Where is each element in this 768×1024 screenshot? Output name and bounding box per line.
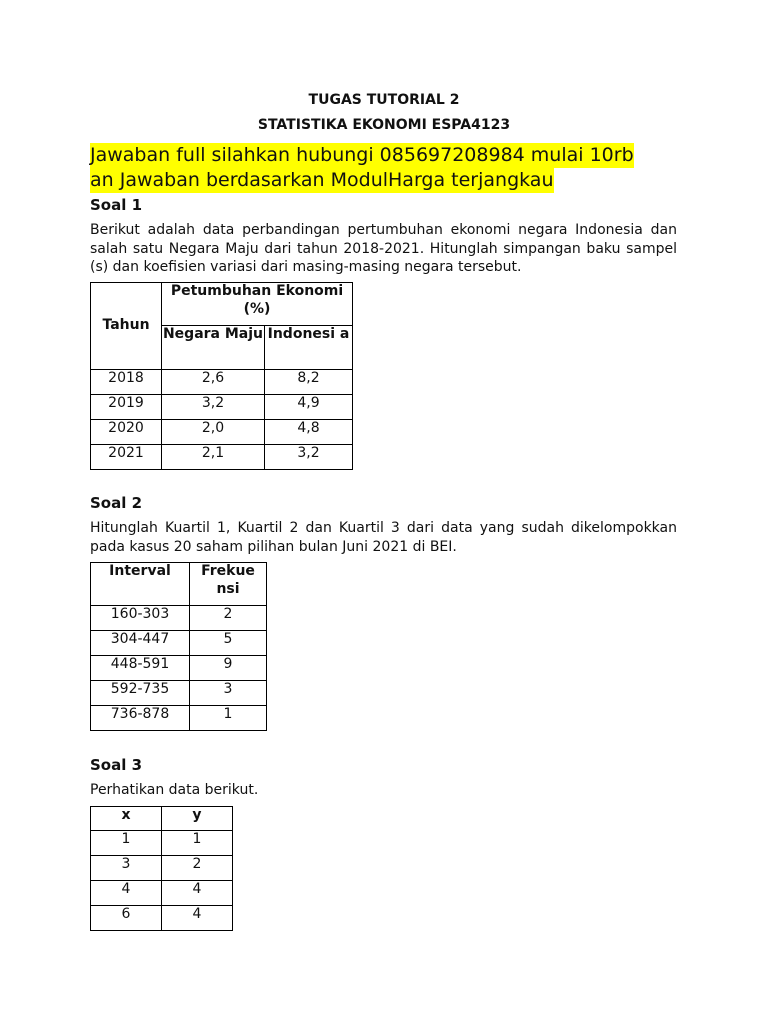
table-row [91, 706, 267, 731]
table-row [91, 881, 233, 906]
table-row [91, 681, 267, 706]
table-cell: 2018 [91, 370, 162, 395]
soal3-table [90, 806, 233, 931]
table-cell: 5 [190, 631, 267, 656]
table-cell: 160-303 [91, 606, 190, 631]
table-cell: 4 [91, 881, 162, 906]
soal1-col-negara-maju: Negara Maju [162, 326, 265, 370]
table-cell: 2020 [91, 420, 162, 445]
soal2-heading: Soal 2 [90, 494, 143, 512]
table-cell: 1 [91, 831, 162, 856]
table-cell: 3,2 [162, 395, 265, 420]
table-cell: 2 [190, 606, 267, 631]
soal2-table [90, 562, 267, 731]
soal2-col-interval: Interval [91, 563, 190, 606]
table-cell: 4,8 [265, 420, 353, 445]
soal3-col-y: y [162, 807, 233, 831]
table-cell: 736-878 [91, 706, 190, 731]
table-cell: 1 [190, 706, 267, 731]
soal3-heading: Soal 3 [90, 756, 143, 774]
highlight-line2: an Jawaban berdasarkan ModulHarga terjangkau [90, 169, 554, 191]
table-row [91, 631, 267, 656]
soal1-group-header: Petumbuhan Ekonomi (%) [162, 283, 353, 326]
doc-title-line2: STATISTIKA EKONOMI ESPA4123 [257, 117, 511, 133]
table-row [91, 445, 353, 470]
table-cell: 2 [162, 856, 233, 881]
doc-title-line1: TUGAS TUTORIAL 2 [308, 92, 460, 108]
table-cell: 4,9 [265, 395, 353, 420]
table-cell: 8,2 [265, 370, 353, 395]
table-cell: 4 [162, 881, 233, 906]
table-cell: 9 [190, 656, 267, 681]
table-cell: 2019 [91, 395, 162, 420]
soal1-col-year: Tahun [91, 283, 162, 370]
table-cell: 6 [91, 906, 162, 931]
table-row [91, 395, 353, 420]
soal2-col-frekuensi: Frekue nsi [190, 563, 267, 606]
table-cell: 2021 [91, 445, 162, 470]
table-cell: 2,1 [162, 445, 265, 470]
table-row [91, 370, 353, 395]
table-cell: 3 [91, 856, 162, 881]
table-cell: 304-447 [91, 631, 190, 656]
soal1-col-indonesia: Indonesi a [265, 326, 353, 370]
soal1-text: Berikut adalah data perbandingan pertumbuhan ekonomi negara Indonesia dan salah satu Negara Maju dari tahun 2018-2021. Hitunglah simpangan baku sampel (s) dan koefisien variasi dari masing-masing negara tersebut. [90, 222, 677, 275]
table-cell: 3 [190, 681, 267, 706]
table-cell: 2,0 [162, 420, 265, 445]
soal1-table [90, 282, 353, 470]
highlight-line1: Jawaban full silahkan hubungi 085697208984 mulai 10rb [90, 144, 634, 166]
soal2-text: Hitunglah Kuartil 1, Kuartil 2 dan Kuartil 3 dari data yang sudah dikelompokkan pada kasus 20 saham pilihan bulan Juni 2021 di BEI. [90, 520, 677, 555]
table-row [91, 606, 267, 631]
table-cell: 448-591 [91, 656, 190, 681]
table-cell: 1 [162, 831, 233, 856]
table-row [91, 420, 353, 445]
table-row [91, 831, 233, 856]
table-cell: 592-735 [91, 681, 190, 706]
table-row [91, 656, 267, 681]
table-row [91, 856, 233, 881]
table-cell: 3,2 [265, 445, 353, 470]
soal3-text: Perhatikan data berikut. [90, 782, 259, 798]
table-cell: 4 [162, 906, 233, 931]
table-row [91, 906, 233, 931]
soal1-heading: Soal 1 [90, 196, 143, 214]
soal3-col-x: x [91, 807, 162, 831]
table-cell: 2,6 [162, 370, 265, 395]
